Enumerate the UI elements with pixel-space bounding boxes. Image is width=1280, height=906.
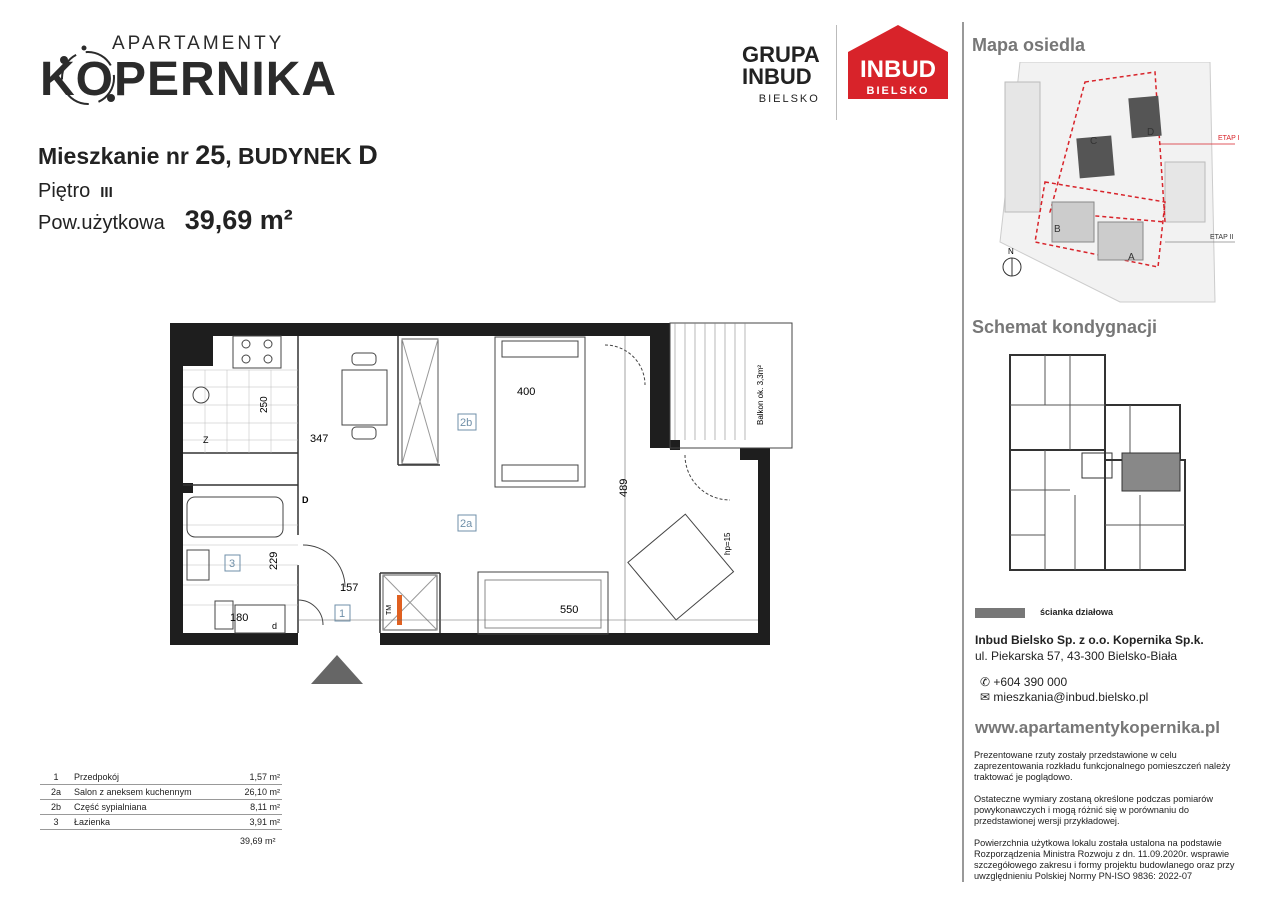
room-tag: 3 [229, 558, 236, 570]
marker-label: TM [386, 604, 393, 615]
building-label: D [1147, 127, 1155, 138]
stage2-label: ETAP II [1210, 234, 1234, 241]
north-label: N [1008, 247, 1014, 256]
floor-label: Piętro [38, 180, 91, 202]
email-address[interactable]: mieszkania@inbud.bielsko.pl [993, 690, 1149, 704]
room-no: 2a [40, 785, 72, 800]
room-tag: 2b [460, 417, 473, 429]
apartment-number: 25 [195, 140, 226, 170]
legend-label: ścianka działowa [1040, 607, 1114, 617]
floor-row [38, 180, 113, 203]
room-area: 1,57 m² [230, 770, 282, 785]
company-address: ul. Piekarska 57, 43-300 Bielsko-Biała [975, 649, 1178, 663]
apartment-title [38, 140, 378, 171]
floor-schema [1000, 345, 1195, 580]
room-area: 8,11 m² [230, 800, 282, 815]
room-no: 3 [40, 815, 72, 830]
stage1-label: ETAP I [1218, 135, 1240, 142]
phone-icon: ✆ [980, 675, 991, 689]
area-value: 39,69 m² [184, 205, 293, 235]
room-tag: 1 [339, 608, 346, 620]
building-label: C [1090, 136, 1098, 147]
room-tag: 2a [460, 518, 473, 530]
badge-main-text: INBUD [860, 56, 936, 83]
room-area: 3,91 m² [230, 815, 282, 830]
dim-label: 400 [517, 386, 536, 398]
room-area: 26,10 m² [230, 785, 282, 800]
note-paragraph: Ostateczne wymiary zostaną określone podczas pomiarów powykonawczych i mogą różnić się w porównaniu do przedstawionej wersji przykładowej. [974, 794, 1213, 826]
phone-row [980, 675, 1067, 689]
estate-map [990, 62, 1250, 307]
map-heading: Mapa osiedla [972, 35, 1086, 55]
website-link[interactable]: www.apartamentykopernika.pl [975, 718, 1220, 737]
disclaimer-notes [974, 750, 1236, 893]
developer-logo [742, 44, 820, 110]
developer-line1: GRUPA [742, 42, 820, 67]
email-row [980, 690, 1148, 704]
balcony-label: Balkon ok. 3,3m² [756, 364, 765, 425]
dim-label: 550 [560, 604, 579, 616]
marker-label: D [302, 495, 309, 505]
schema-heading: Schemat kondygnacji [972, 317, 1158, 337]
table-row [40, 800, 282, 815]
area-label: Pow.użytkowa [38, 212, 165, 234]
area-row [38, 205, 293, 236]
building-prefix: , BUDYNEK [225, 143, 352, 169]
column-divider [962, 22, 964, 882]
developer-line2: INBUD [742, 64, 812, 89]
logo-main-text: KOPERNIKA [40, 53, 338, 106]
note-paragraph: Powierzchnia użytkowa lokalu została ustalona na podstawie Rozporządzenia Ministra Rozwoju z dn. 11.09.2020r. wsprawie szczegółowego zakresu i formy projektu budowlanego oraz przy uwzględnieniu Polskiej Normy PN-ISO 9836: 2022-07 [974, 838, 1235, 881]
note-paragraph: Prezentowane rzuty zostały przedstawione w celu zaprezentowania rozkładu funkcjonalnego pomieszczeń należy traktować je poglądowo. [974, 750, 1231, 782]
logo-separator [836, 25, 837, 120]
apartment-prefix: Mieszkanie nr [38, 143, 189, 169]
marker-label: Z [203, 435, 209, 445]
phone-number[interactable]: +604 390 000 [993, 675, 1068, 689]
marker-label: d [272, 621, 278, 631]
legend-swatch [975, 608, 1025, 618]
table-row [40, 785, 282, 800]
table-row [40, 770, 282, 785]
inbud-badge [845, 22, 951, 102]
table-row [40, 815, 282, 830]
logo-top-text: APARTAMENTY [112, 33, 285, 54]
room-name: Część sypialniana [72, 800, 230, 815]
room-name: Przedpokój [72, 770, 230, 785]
floor-plan [165, 315, 805, 690]
company-name: Inbud Bielsko Sp. z o.o. Kopernika Sp.k. [975, 633, 1204, 647]
rooms-table [40, 770, 282, 830]
room-no: 1 [40, 770, 72, 785]
dim-label: 250 [259, 396, 270, 413]
badge-sub-text: BIELSKO [866, 85, 930, 97]
dim-label: 229 [268, 551, 280, 570]
room-name: Łazienka [72, 815, 230, 830]
building-letter: D [358, 140, 378, 170]
dim-label: 489 [618, 478, 630, 497]
floor-value: III [100, 184, 113, 201]
dim-label: 157 [340, 582, 359, 594]
envelope-icon: ✉ [980, 690, 991, 704]
rooms-total: 39,69 m² [240, 836, 276, 846]
dim-label: 180 [230, 612, 249, 624]
room-no: 2b [40, 800, 72, 815]
dim-label: 347 [310, 433, 329, 445]
room-name: Salon z aneksem kuchennym [72, 785, 230, 800]
building-label: A [1128, 252, 1135, 263]
building-label: B [1054, 224, 1061, 235]
hp-label: hp=15 [723, 532, 732, 555]
developer-line3: BIELSKO [758, 93, 820, 105]
